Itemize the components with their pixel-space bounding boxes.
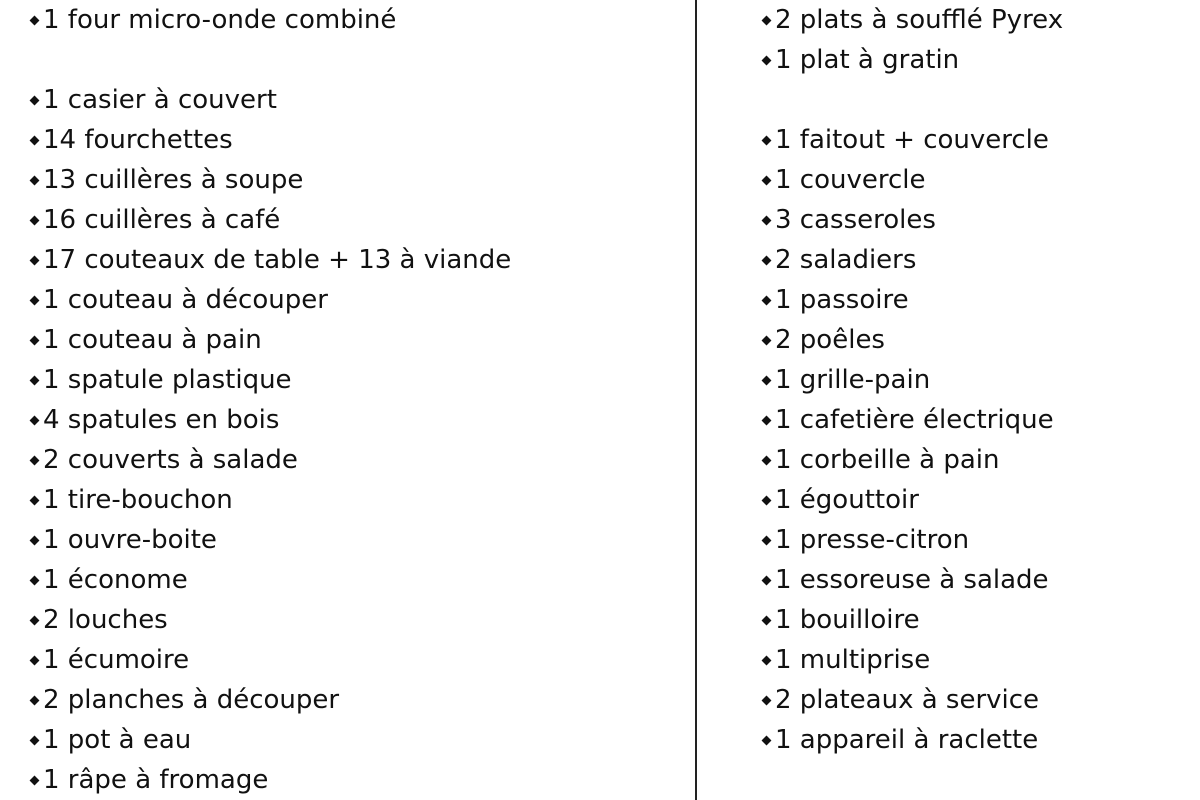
list-item xyxy=(760,200,1190,240)
list-item-text: 1 écumoire xyxy=(43,645,190,675)
list-item-text: 3 casseroles xyxy=(775,205,936,235)
list-item-text: 1 tire-bouchon xyxy=(43,485,233,515)
diamond-bullet-icon xyxy=(30,455,40,465)
diamond-bullet-icon xyxy=(762,415,772,425)
diamond-bullet-icon xyxy=(762,335,772,345)
list-item-text: 1 couvercle xyxy=(775,165,926,195)
list-item-text: 1 pot à eau xyxy=(43,725,192,755)
diamond-bullet-icon xyxy=(762,135,772,145)
list-item-text: 16 cuillères à café xyxy=(43,205,281,235)
list-item-text: 1 multiprise xyxy=(775,645,931,675)
diamond-bullet-icon xyxy=(30,375,40,385)
list-item-text: 1 ouvre-boite xyxy=(43,525,217,555)
diamond-bullet-icon xyxy=(762,535,772,545)
list-item xyxy=(760,160,1190,200)
list-item xyxy=(28,560,668,600)
list-item xyxy=(28,600,668,640)
diamond-bullet-icon xyxy=(30,255,40,265)
list-item xyxy=(760,40,1190,80)
list-item-text: 1 casier à couvert xyxy=(43,85,277,115)
list-item xyxy=(760,560,1190,600)
list-item-text: 14 fourchettes xyxy=(43,125,233,155)
list-item-text: 1 spatule plastique xyxy=(43,365,292,395)
column-divider xyxy=(695,0,697,800)
list-item-text: 1 égouttoir xyxy=(775,485,919,515)
list-item xyxy=(760,600,1190,640)
list-item xyxy=(28,360,668,400)
list-item-text: 1 couteau à découper xyxy=(43,285,328,315)
blank-line xyxy=(28,40,668,80)
list-item-text: 2 plats à soufflé Pyrex xyxy=(775,5,1064,35)
list-item-text: 2 poêles xyxy=(775,325,885,355)
diamond-bullet-icon xyxy=(30,655,40,665)
list-item xyxy=(28,400,668,440)
list-item xyxy=(28,80,668,120)
list-item-text: 1 cafetière électrique xyxy=(775,405,1054,435)
diamond-bullet-icon xyxy=(762,15,772,25)
list-item xyxy=(28,280,668,320)
list-item-text: 2 saladiers xyxy=(775,245,917,275)
diamond-bullet-icon xyxy=(30,95,40,105)
list-item xyxy=(28,680,668,720)
list-item xyxy=(28,480,668,520)
diamond-bullet-icon xyxy=(762,575,772,585)
list-item xyxy=(760,400,1190,440)
list-item xyxy=(28,240,668,280)
list-item xyxy=(28,440,668,480)
list-item-text: 13 cuillères à soupe xyxy=(43,165,304,195)
list-item-text: 1 essoreuse à salade xyxy=(775,565,1049,595)
list-item xyxy=(28,200,668,240)
list-item-text: 2 plateaux à service xyxy=(775,685,1040,715)
diamond-bullet-icon xyxy=(762,55,772,65)
diamond-bullet-icon xyxy=(762,695,772,705)
diamond-bullet-icon xyxy=(762,215,772,225)
list-item xyxy=(760,360,1190,400)
list-item xyxy=(760,480,1190,520)
diamond-bullet-icon xyxy=(762,375,772,385)
list-item xyxy=(760,320,1190,360)
list-item xyxy=(760,720,1190,760)
list-item-text: 1 four micro-onde combiné xyxy=(43,5,397,35)
list-item-text: 1 faitout + couvercle xyxy=(775,125,1049,155)
list-item xyxy=(28,0,668,40)
diamond-bullet-icon xyxy=(30,15,40,25)
list-item xyxy=(760,120,1190,160)
list-item xyxy=(760,440,1190,480)
diamond-bullet-icon xyxy=(762,495,772,505)
diamond-bullet-icon xyxy=(762,255,772,265)
list-item xyxy=(760,0,1190,40)
diamond-bullet-icon xyxy=(30,775,40,785)
list-item xyxy=(28,520,668,560)
list-item-text: 2 planches à découper xyxy=(43,685,340,715)
diamond-bullet-icon xyxy=(762,615,772,625)
list-item-text: 1 couteau à pain xyxy=(43,325,262,355)
diamond-bullet-icon xyxy=(30,175,40,185)
list-item-text: 2 louches xyxy=(43,605,168,635)
diamond-bullet-icon xyxy=(762,455,772,465)
list-item xyxy=(760,640,1190,680)
list-item-text: 1 râpe à fromage xyxy=(43,765,269,795)
list-item xyxy=(28,320,668,360)
diamond-bullet-icon xyxy=(30,295,40,305)
list-item xyxy=(28,760,668,800)
list-item-text: 1 passoire xyxy=(775,285,909,315)
diamond-bullet-icon xyxy=(30,495,40,505)
list-item-text: 1 appareil à raclette xyxy=(775,725,1039,755)
list-item-text: 4 spatules en bois xyxy=(43,405,280,435)
inventory-list-right xyxy=(760,0,1190,760)
list-item-text: 1 presse-citron xyxy=(775,525,970,555)
list-item-text: 17 couteaux de table + 13 à viande xyxy=(43,245,512,275)
list-item-text: 1 grille-pain xyxy=(775,365,931,395)
list-item xyxy=(28,160,668,200)
diamond-bullet-icon xyxy=(30,135,40,145)
diamond-bullet-icon xyxy=(762,735,772,745)
diamond-bullet-icon xyxy=(30,695,40,705)
diamond-bullet-icon xyxy=(30,215,40,225)
diamond-bullet-icon xyxy=(30,335,40,345)
inventory-list-left xyxy=(28,0,668,800)
list-item xyxy=(28,120,668,160)
list-item xyxy=(760,520,1190,560)
list-item-text: 2 couverts à salade xyxy=(43,445,298,475)
diamond-bullet-icon xyxy=(30,415,40,425)
list-item xyxy=(28,720,668,760)
diamond-bullet-icon xyxy=(30,735,40,745)
blank-line xyxy=(760,80,1190,120)
diamond-bullet-icon xyxy=(30,575,40,585)
list-item-text: 1 corbeille à pain xyxy=(775,445,1000,475)
list-item xyxy=(760,280,1190,320)
list-item xyxy=(760,680,1190,720)
diamond-bullet-icon xyxy=(762,655,772,665)
list-item-text: 1 économe xyxy=(43,565,188,595)
list-item xyxy=(760,240,1190,280)
diamond-bullet-icon xyxy=(762,295,772,305)
diamond-bullet-icon xyxy=(762,175,772,185)
list-item-text: 1 plat à gratin xyxy=(775,45,960,75)
diamond-bullet-icon xyxy=(30,535,40,545)
list-item xyxy=(28,640,668,680)
diamond-bullet-icon xyxy=(30,615,40,625)
list-item-text: 1 bouilloire xyxy=(775,605,920,635)
